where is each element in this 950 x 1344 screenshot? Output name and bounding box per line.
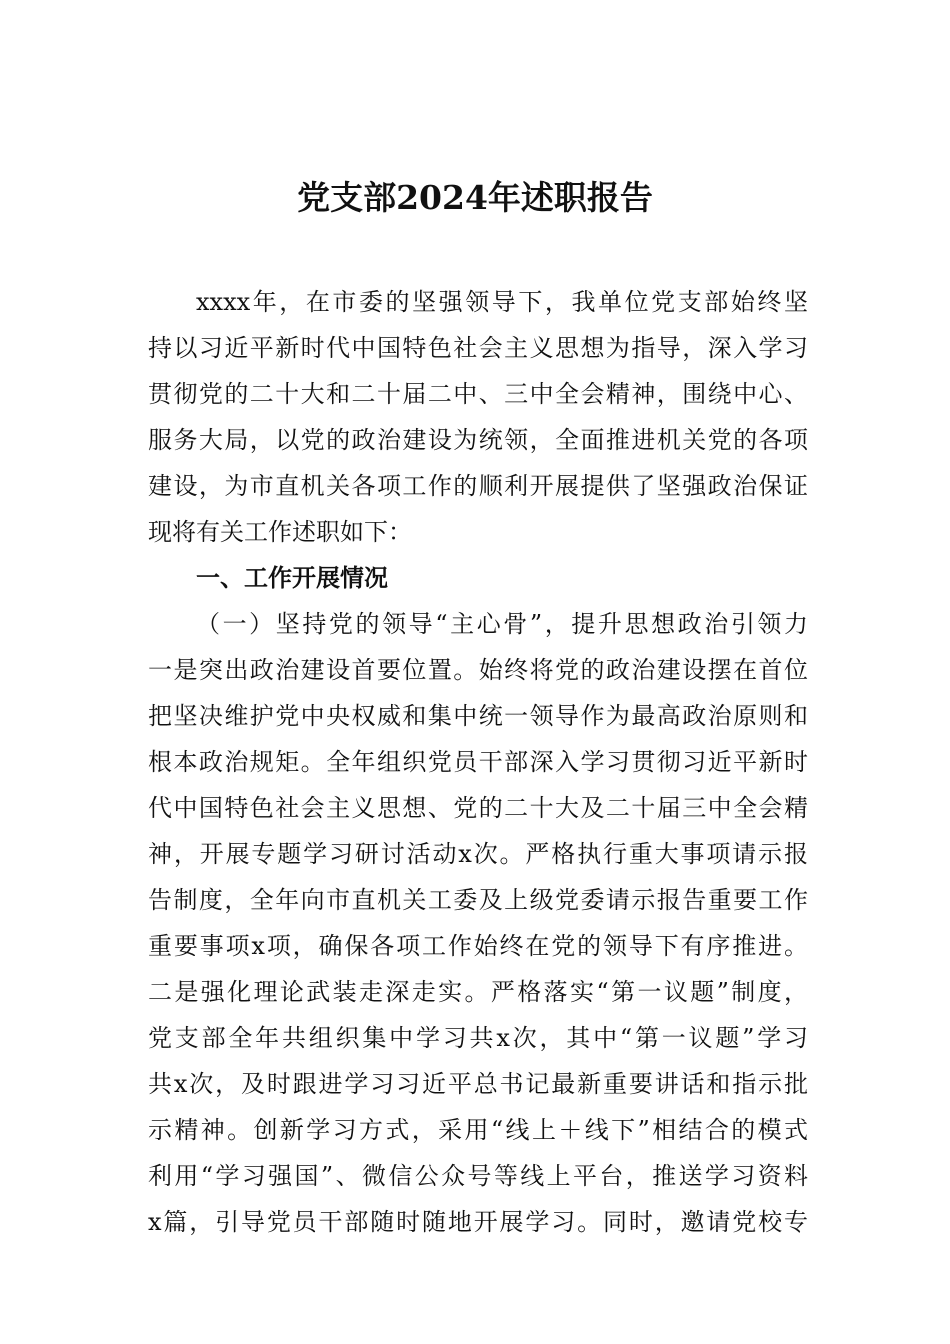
paragraph-2-line-11: 示精神。创新学习方式，采用“线上＋线下”相结合的模式 <box>148 1116 808 1144</box>
paragraph-2-line-1: 一是突出政治建设首要位置。始终将党的政治建设摆在首位 <box>148 656 808 684</box>
paragraph-1-line-2: 持以习近平新时代中国特色社会主义思想为指导，深入学习 <box>148 334 808 362</box>
paragraph-2-line-13: x篇，引导党员干部随时随地开展学习。同时，邀请党校专 <box>148 1208 808 1236</box>
paragraph-1-line-4: 服务大局，以党的政治建设为统领，全面推进机关党的各项 <box>148 426 808 454</box>
paragraph-2-line-8: 二是强化理论武装走深走实。严格落实“第一议题”制度， <box>148 978 808 1006</box>
paragraph-2-line-12: 利用“学习强国”、微信公众号等线上平台，推送学习资料 <box>148 1162 808 1190</box>
subsection-heading: （一）坚持党的领导“主心骨”，提升思想政治引领力 <box>196 610 808 638</box>
section-heading: 一、工作开展情况 <box>196 564 388 592</box>
paragraph-2-line-5: 神，开展专题学习研讨活动x次。严格执行重大事项请示报 <box>148 840 808 868</box>
paragraph-2-line-4: 代中国特色社会主义思想、党的二十大及二十届三中全会精 <box>148 794 808 822</box>
paragraph-1-line-3: 贯彻党的二十大和二十届二中、三中全会精神，围绕中心、 <box>148 380 808 408</box>
paragraph-1-line-6: 现将有关工作述职如下： <box>148 518 412 546</box>
paragraph-1-line-1: xxxx年，在市委的坚强领导下，我单位党支部始终坚 <box>196 288 808 316</box>
paragraph-2-line-6: 告制度，全年向市直机关工委及上级党委请示报告重要工作 <box>148 886 808 914</box>
paragraph-1-line-5: 建设，为市直机关各项工作的顺利开展提供了坚强政治保证 <box>148 472 808 500</box>
paragraph-2-line-7: 重要事项x项，确保各项工作始终在党的领导下有序推进。 <box>148 932 808 960</box>
paragraph-2-line-3: 根本政治规矩。全年组织党员干部深入学习贯彻习近平新时 <box>148 748 808 776</box>
paragraph-2-line-2: 把坚决维护党中央权威和集中统一领导作为最高政治原则和 <box>148 702 808 730</box>
document-title: 党支部2024年述职报告 <box>297 178 653 217</box>
paragraph-2-line-9: 党支部全年共组织集中学习共x次，其中“第一议题”学习 <box>148 1024 808 1052</box>
paragraph-2-line-10: 共x次，及时跟进学习习近平总书记最新重要讲话和指示批 <box>148 1070 808 1098</box>
